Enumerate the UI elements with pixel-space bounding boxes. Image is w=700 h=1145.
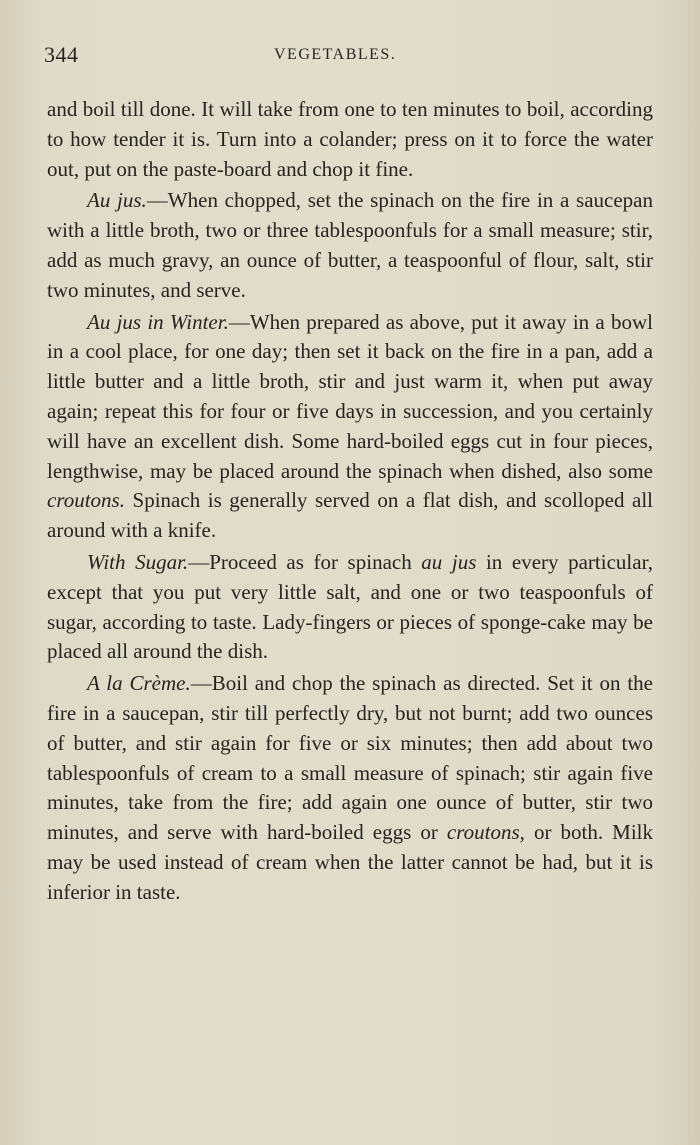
paragraph-text: and boil till done. It will take from one to ten minutes to boil, according to how tender it is. Turn into a colander; press on it to force the water out, put on the paste-board and chop it fine.	[47, 97, 653, 181]
paragraph-text: or both. Milk may be used instead of cream when the latter cannot be had, but it is inferior in taste.	[47, 820, 654, 904]
paragraph-text: —When prepared as above, put it away in a bowl in a cool place, for one day; then set it back on the fire in a pan, add a little butter and a little broth, stir and just warm it, when put away again; repeat this for four or five days in succession, and you certainly will have an excellent dish. Some hard-boiled eggs cut in four pieces, lengthwise, may be placed around the spinach when dished, also some	[47, 309, 653, 483]
paragraph-text: —When chopped, set the spinach on the fire in a saucepan with a little broth, two or three tablespoonfuls for a small measure; stir, add as much gravy, an ounce of butter, a teaspoonful of flour, salt, stir two minutes, and serve.	[47, 188, 653, 302]
paragraph-continuation	[47, 95, 653, 184]
page-number: 344	[44, 42, 79, 67]
paragraph-text: in every particular, except that you put very little salt, and one or two teaspoonfuls of sugar, according to taste. Lady-fingers or pieces of sponge-cake may be placed all around the dish.	[47, 549, 653, 664]
paragraph-text: —Proceed as for spinach	[188, 549, 422, 574]
italic-term: croutons.	[47, 488, 125, 513]
paragraph-text: —Boil and chop the spinach as directed. Set it on the fire in a saucepan, stir till perfectly dry, but not burnt; add two ounces of butter, and stir again for five or six minutes; then add about two tablespoonfuls of cream to a small measure of spinach; stir again five minutes, take from the fire; add again one ounce of butter, stir two minutes, and serve with hard-boiled eggs or	[47, 671, 653, 845]
page-header	[44, 42, 654, 72]
body-text	[47, 95, 653, 908]
italic-term: croutons,	[446, 820, 525, 845]
paragraph-au-jus	[47, 186, 653, 305]
italic-term: au jus	[421, 549, 477, 574]
recipe-heading: A la Crème.	[87, 671, 191, 696]
running-head: VEGETABLES.	[274, 46, 397, 63]
recipe-heading: Au jus in Winter.	[87, 309, 229, 334]
recipe-heading: With Sugar.	[87, 549, 189, 574]
paragraph-text: Spinach is generally served on a flat dish, and scolloped all around with a knife.	[47, 488, 653, 543]
paragraph-with-sugar	[47, 548, 653, 667]
paragraph-au-jus-winter	[47, 308, 653, 546]
paragraph-a-la-creme	[47, 669, 653, 907]
recipe-heading: Au jus.	[87, 188, 147, 213]
